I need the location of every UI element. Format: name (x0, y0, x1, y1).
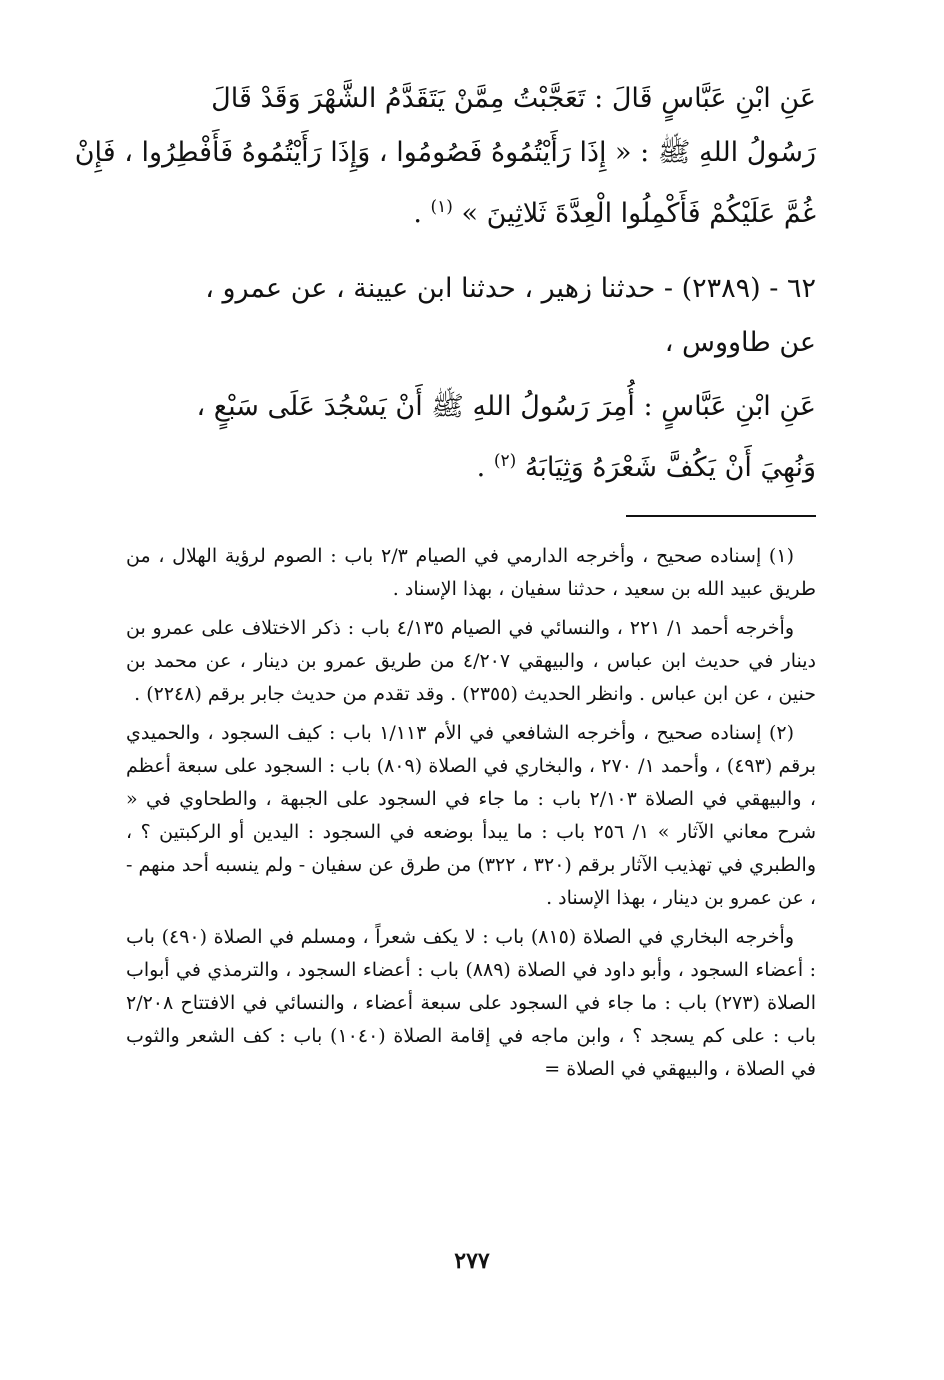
hadith-62-text-line-2-text: وَنُهِيَ أَنْ يَكُفَّ شَعْرَهُ وَثِيَابَهُ (516, 452, 816, 483)
footnotes (126, 540, 816, 1092)
hadith-61-line-3-text: غُمَّ عَلَيْكُمْ فَأَكْمِلُوا الْعِدَّةَ ثَلاثِينَ » (452, 198, 816, 229)
hadith-62-chain-line-1: ٦٢ - (٢٣٨٩) - حدثنا زهير ، حدثنا ابن عيينة ، عن عمرو ، (205, 273, 816, 304)
footnote-ref-1: (١) (430, 197, 453, 217)
footnote-2-continued: وأخرجه البخاري في الصلاة (٨١٥) باب : لا يكف شعراً ، ومسلم في الصلاة (٤٩٠) باب : أعضاء السجود ، وأبو داود في الصلاة (٨٨٩) باب : أعضاء السجود ، والترمذي في أبواب الصلاة (٢٧٣) باب : ما جاء في السجود على سبعة أعضاء ، والنسائي في الافتتاح ٢/٢٠٨ باب : على كم يسجد ؟ ، وابن ماجه في إقامة الصلاة (١٠٤٠) باب : كف الشعر والثوب في الصلاة ، والبيهقي في الصلاة = (126, 926, 816, 1080)
footnote-2: (٢) إسناده صحيح ، وأخرجه الشافعي في الأم ١/١١٣ باب : كيف السجود ، والحميدي برقم (٤٩٣) ، وأحمد ١/ ٢٧٠ ، والبخاري في الصلاة (٨٠٩) باب : السجود على سبعة أعظم ، والبيهقي في الصلاة ٢/١٠٣ باب : ما جاء في السجود على الجبهة ، والطحاوي في « شرح معاني الآثار » ١/ ٢٥٦ باب : ما يبدأ بوضعه في السجود : اليدين أو الركبتين ؟ ، والطبري في تهذيب الآثار برقم (٣٢٠ ، ٣٢٢) من طرق عن سفيان - ولم ينسبه أحد منهم - ، عن عمرو بن دينار ، بهذا الإسناد . (126, 722, 817, 909)
footnote-1: (١) إسناده صحيح ، وأخرجه الدارمي في الصيام ٢/٣ باب : الصوم لرؤية الهلال ، من طريق عبيد الله بن سعيد ، حدثنا سفيان ، بهذا الإسناد . (126, 545, 816, 600)
hadith-61-tail (74, 72, 816, 241)
hadith-61-line-3 (126, 180, 816, 241)
hadith-62-text-line-2 (126, 434, 816, 495)
page-number: ٢٧٧ (454, 1248, 490, 1274)
footnote-divider (626, 515, 816, 517)
hadith-62-chain-line-2: عن طاووس ، (664, 327, 816, 358)
hadith-61-line-2: رَسُولُ اللهِ ﷺ : « إِذَا رَأَيْتُمُوهُ فَصُومُوا ، وَإِذَا رَأَيْتُمُوهُ فَأَفْطِرُوا ، فَإِنْ (74, 137, 816, 168)
hadith-62-text-line-1: عَنِ ابْنِ عَبَّاسٍ : أُمِرَ رَسُولُ اللهِ ﷺ أَنْ يَسْجُدَ عَلَى سَبْعٍ ، (196, 391, 816, 422)
hadith-61-end: . (413, 198, 431, 229)
hadith-62-text (126, 380, 816, 495)
hadith-61-line-1: عَنِ ابْنِ عَبَّاسٍ قَالَ : تَعَجَّبْتُ مِمَّنْ يَتَقَدَّمُ الشَّهْرَ وَقَدْ قَالَ (211, 83, 816, 114)
footnote-1-continued: وأخرجه أحمد ١/ ٢٢١ ، والنسائي في الصيام ٤/١٣٥ باب : ذكر الاختلاف على عمرو بن دينار في حديث ابن عباس ، والبيهقي ٤/٢٠٧ من طريق عمرو بن دينار ، عن محمد بن حنين ، عن ابن عباس . وانظر الحديث (٢٣٥٥) . وقد تقدم من حديث جابر برقم (٢٢٤٨) . (126, 617, 817, 705)
hadith-62-chain (126, 262, 816, 370)
hadith-62-end: . (476, 452, 494, 483)
footnote-ref-2: (٢) (493, 451, 517, 471)
